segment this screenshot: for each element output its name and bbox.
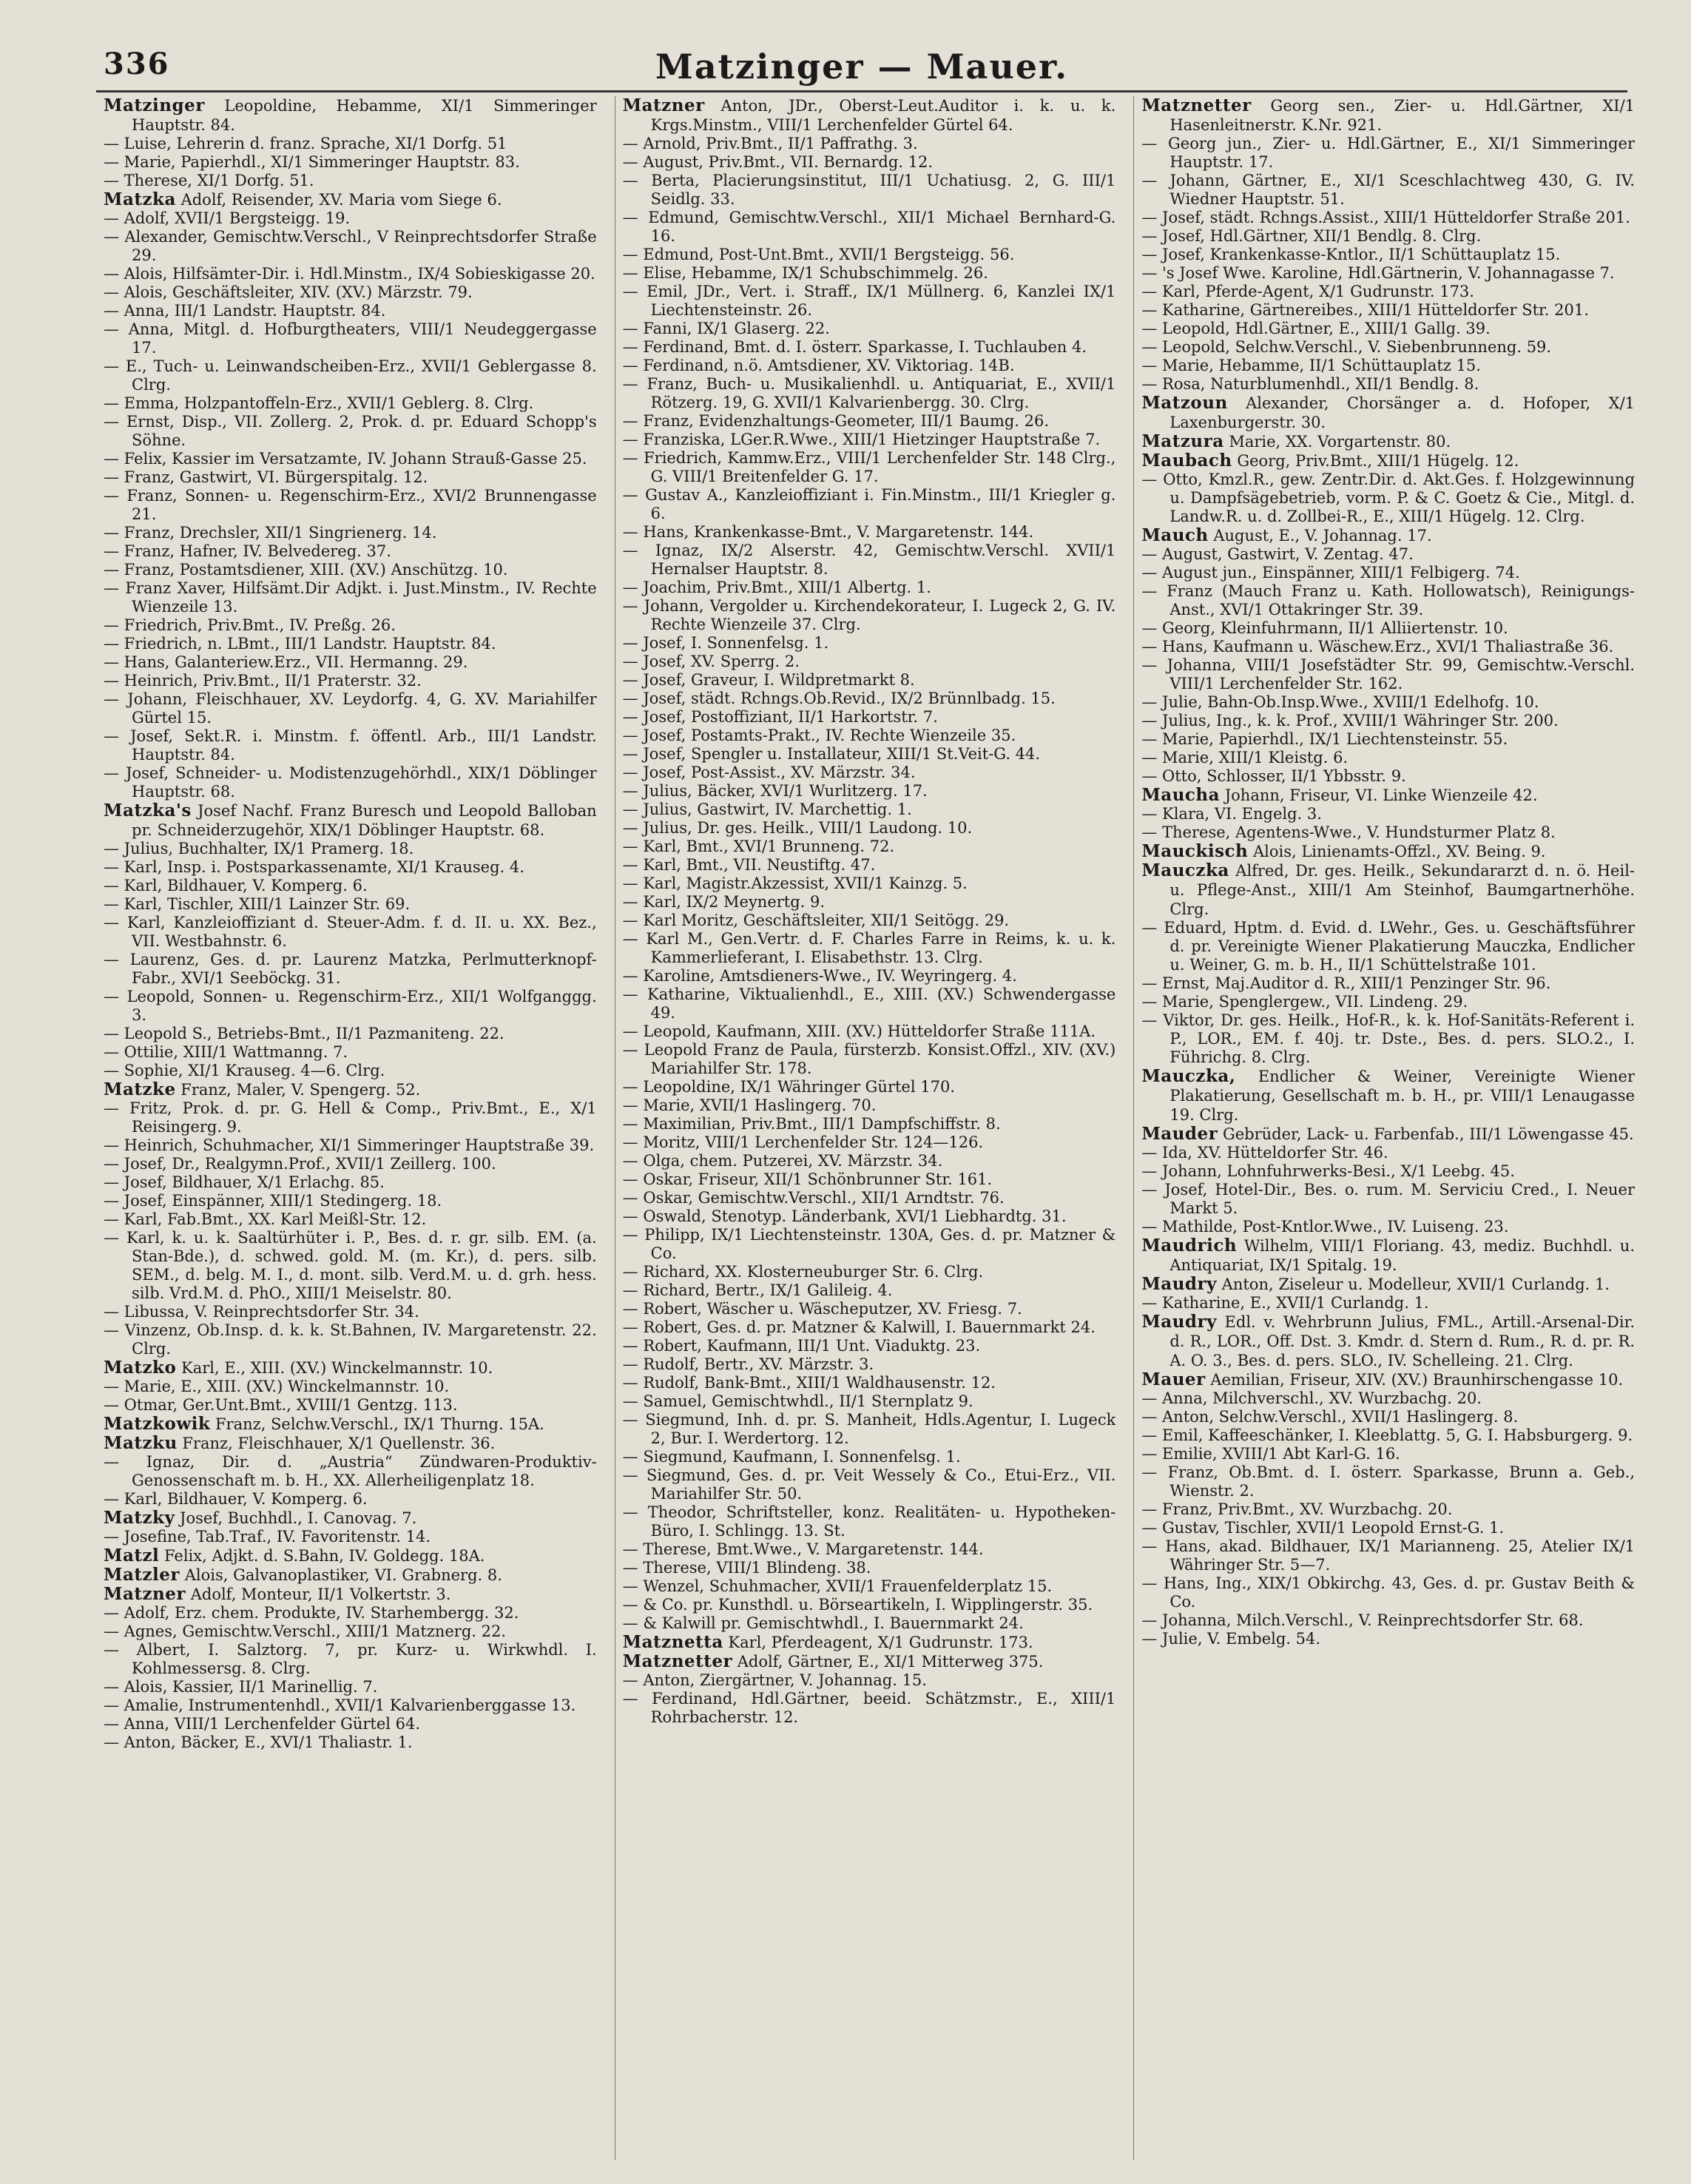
directory-entry: — Robert, Kaufmann, III/1 Unt. Viaduktg. 23. <box>622 1337 981 1355</box>
directory-entry: — Olga, chem. Putzerei, XV. Märzstr. 34. <box>622 1152 943 1170</box>
running-head: Matzinger — Mauer. <box>655 47 1069 87</box>
directory-entry: — Samuel, Gemischtwhdl., II/1 Sternplatz 9. <box>622 1392 973 1410</box>
directory-entry: — Julius, Buchhalter, IX/1 Pramerg. 18. <box>104 840 414 857</box>
directory-entry: — Karl, Kanzleioffiziant d. Steuer-Adm. f. d. II. u. XX. Bez., VII. Westbahnstr. 6. <box>104 914 597 950</box>
directory-entry: Mauczka, Endlicher & Weiner, Vereinigte Wiener Plakatierung, Gesellschaft m. b. H., pr. VIII/1 Lenaugasse 19. Clrg. <box>1141 1066 1636 1124</box>
directory-entry: — Franz, Gastwirt, VI. Bürgerspitalg. 12. <box>104 468 428 486</box>
directory-entry: — Karl, IX/2 Meynertg. 9. <box>622 893 826 911</box>
directory-entry: — Marie, Hebamme, II/1 Schüttauplatz 15. <box>1141 357 1481 374</box>
directory-entry: — Heinrich, Schuhmacher, XI/1 Simmeringer Hauptstraße 39. <box>104 1136 595 1154</box>
column-2 <box>615 96 1116 2160</box>
directory-entry: — Johann, Gärtner, E., XI/1 Sceschlachtweg 430, G. IV. Wiedner Hauptstr. 51. <box>1141 172 1636 208</box>
directory-entry: — Emil, Kaffeeschänker, I. Kleeblattg. 5, G. I. Habsburgerg. 9. <box>1141 1426 1633 1444</box>
directory-entry: — Karl, Insp. i. Postsparkassenamte, XI/1 Krauseg. 4. <box>104 858 524 876</box>
directory-entry: — Emil, JDr., Vert. i. Straff., IX/1 Müllnerg. 6, Kanzlei IX/1 Liechtensteinstr. 26. <box>622 283 1116 319</box>
directory-entry: — Leopold, Selchw.Verschl., V. Siebenbrunneng. 59. <box>1141 338 1552 356</box>
directory-entry: — Felix, Kassier im Versatzamte, IV. Johann Strauß-Gasse 25. <box>104 450 587 468</box>
directory-entry: — Katharine, Viktualienhdl., E., XIII. (XV.) Schwendergasse 49. <box>622 985 1116 1022</box>
directory-entry: — Karl M., Gen.Vertr. d. F. Charles Farre in Reims, k. u. k. Kammerlieferant, I. Elisabethstr. 13. Clrg. <box>622 930 1116 966</box>
directory-entry: — Josefine, Tab.Traf., IV. Favoritenstr. 14. <box>104 1528 431 1546</box>
directory-entry: — Josef, Hotel-Dir., Bes. o. rum. M. Serviciu Cred., I. Neuer Markt 5. <box>1141 1181 1636 1217</box>
directory-entry: Matzl Felix, Adjkt. d. S.Bahn, IV. Goldegg. 18A. <box>104 1546 485 1565</box>
directory-entry: — Hans, Galanteriew.Erz., VII. Hermanng. 29. <box>104 653 468 671</box>
column-3 <box>1133 96 1635 2160</box>
directory-entry: — August, Priv.Bmt., VII. Bernardg. 12. <box>622 153 934 171</box>
directory-entry: — Rudolf, Bank-Bmt., XIII/1 Waldhausenstr. 12. <box>622 1374 996 1392</box>
directory-entry: Matznetter Adolf, Gärtner, E., XI/1 Mitterweg 375. <box>622 1651 1044 1671</box>
directory-entry: — Karl, Bildhauer, V. Komperg. 6. <box>104 1490 368 1508</box>
directory-entry: — Oskar, Gemischtw.Verschl., XII/1 Arndtstr. 76. <box>622 1189 1005 1207</box>
directory-entry: — Josef, I. Sonnenfelsg. 1. <box>622 634 829 652</box>
directory-entry: Maubach Georg, Priv.Bmt., XIII/1 Hügelg. 12. <box>1141 451 1519 471</box>
directory-entry: Matzner Anton, JDr., Oberst-Leut.Auditor i. k. u. k. Krgs.Minstm., VIII/1 Lerchenfelder Gürtel 64. <box>622 96 1116 134</box>
directory-entry: Matzky Josef, Buchhdl., I. Canovag. 7. <box>104 1508 417 1528</box>
directory-entry: — Josef, städt. Rchngs.Ob.Revid., IX/2 Brünnlbadg. 15. <box>622 690 1056 707</box>
directory-entry: — Josef, Dr., Realgymn.Prof., XVII/1 Zeillerg. 100. <box>104 1155 496 1173</box>
directory-entry: — Ernst, Maj.Auditor d. R., XIII/1 Penzinger Str. 96. <box>1141 974 1551 992</box>
directory-entry: — Berta, Placierungsinstitut, III/1 Uchatiusg. 2, G. III/1 Seidlg. 33. <box>622 172 1116 208</box>
directory-entry: — Karl, Pferde-Agent, X/1 Gudrunstr. 173. <box>1141 283 1474 300</box>
directory-entry: — Friedrich, Kammw.Erz., VIII/1 Lerchenfelder Str. 148 Clrg., G. VIII/1 Breitenfelder G. 17. <box>622 449 1116 485</box>
directory-entry: — Anna, Mitgl. d. Hofburgtheaters, VIII/1 Neudeggergasse 17. <box>104 320 597 357</box>
directory-entry: — Marie, Papierhdl., IX/1 Liechtensteinstr. 55. <box>1141 730 1508 748</box>
directory-entry: — Julius, Ing., k. k. Prof., XVIII/1 Währinger Str. 200. <box>1141 712 1559 729</box>
directory-entry: — Philipp, IX/1 Liechtensteinstr. 130A, Ges. d. pr. Matzner & Co. <box>622 1226 1116 1262</box>
directory-entry: — 's Josef Wwe. Karoline, Hdl.Gärtnerin, V. Johannagasse 7. <box>1141 264 1615 282</box>
directory-entry: — Amalie, Instrumentenhdl., XVII/1 Kalvarienberggasse 13. <box>104 1696 576 1714</box>
directory-entry: — Anna, Milchverschl., XV. Wurzbachg. 20. <box>1141 1389 1482 1407</box>
directory-entry: — Georg jun., Zier- u. Hdl.Gärtner, E., XI/1 Simmeringer Hauptstr. 17. <box>1141 135 1636 171</box>
directory-entry: — Franziska, LGer.R.Wwe., XIII/1 Hietzinger Hauptstraße 7. <box>622 431 1101 448</box>
directory-entry: — Leopoldine, IX/1 Währinger Gürtel 170. <box>622 1078 956 1096</box>
directory-entry: — E., Tuch- u. Leinwandscheiben-Erz., XVII/1 Geblergasse 8. Clrg. <box>104 357 597 394</box>
directory-entry: — Ernst, Disp., VII. Zollerg. 2, Prok. d. pr. Eduard Schopp's Söhne. <box>104 413 597 449</box>
directory-entry: — Josef, Graveur, I. Wildpretmarkt 8. <box>622 671 915 689</box>
directory-entry: — Johanna, Milch.Verschl., V. Reinprechtsdorfer Str. 68. <box>1141 1611 1584 1629</box>
directory-entry: — Richard, Bertr., IX/1 Galileig. 4. <box>622 1281 893 1299</box>
directory-entry: — Josef, Hdl.Gärtner, XII/1 Bendlg. 8. Clrg. <box>1141 227 1482 245</box>
directory-entry: — Theodor, Schriftsteller, konz. Realitäten- u. Hypotheken-Büro, I. Schlingg. 13. St. <box>622 1503 1116 1540</box>
directory-entry: Matzku Franz, Fleischhauer, X/1 Quellenstr. 36. <box>104 1433 496 1453</box>
directory-entry: Matzner Adolf, Monteur, II/1 Volkertstr. 3. <box>104 1584 451 1604</box>
directory-entry: — Friedrich, n. LBmt., III/1 Landstr. Hauptstr. 84. <box>104 635 496 653</box>
directory-entry: — Otto, Schlosser, II/1 Ybbsstr. 9. <box>1141 767 1406 785</box>
directory-entry: — Siegmund, Kaufmann, I. Sonnenfelsg. 1. <box>622 1448 961 1466</box>
directory-entry: — Johann, Fleischhauer, XV. Leydorfg. 4, G. XV. Mariahilfer Gürtel 15. <box>104 690 597 727</box>
directory-entry: — Anton, Ziergärtner, V. Johannag. 15. <box>622 1671 927 1689</box>
directory-entry: — Alois, Hilfsämter-Dir. i. Hdl.Minstm., IX/4 Sobieskigasse 20. <box>104 265 595 283</box>
directory-entry: — Katharine, E., XVII/1 Curlandg. 1. <box>1141 1294 1429 1312</box>
column-1 <box>104 96 597 2160</box>
directory-entry: Mauckisch Alois, Linienamts-Offzl., XV. Being. 9. <box>1141 841 1546 861</box>
directory-entry: — Siegmund, Inh. d. pr. S. Manheit, Hdls.Agentur, I. Lugeck 2, Bur. I. Werdertorg. 12. <box>622 1411 1116 1447</box>
directory-entry: — Josef, Bildhauer, X/1 Erlachg. 85. <box>104 1173 385 1191</box>
directory-entry: — Marie, XIII/1 Kleistg. 6. <box>1141 749 1349 766</box>
directory-entry: — Julie, Bahn-Ob.Insp.Wwe., XVIII/1 Edelhofg. 10. <box>1141 693 1539 711</box>
directory-entry: — Alois, Geschäftsleiter, XIV. (XV.) Märzstr. 79. <box>104 283 473 301</box>
directory-entry: Maucha Johann, Friseur, VI. Linke Wienzeile 42. <box>1141 785 1538 805</box>
directory-entry: — Leopold Franz de Paula, fürsterzb. Konsist.Offzl., XIV. (XV.) Mariahilfer Str. 178. <box>622 1041 1116 1077</box>
directory-entry: — Gustav, Tischler, XVII/1 Leopold Ernst-G. 1. <box>1141 1519 1505 1537</box>
directory-entry: — Johanna, VIII/1 Josefstädter Str. 99, Gemischtw.-Verschl. VIII/1 Lerchenfelder Str. 162. <box>1141 656 1636 692</box>
directory-entry: — Franz, Sonnen- u. Regenschirm-Erz., XVI/2 Brunnengasse 21. <box>104 487 597 523</box>
directory-entry: — Ottilie, XIII/1 Wattmanng. 7. <box>104 1043 348 1061</box>
directory-entry: — Josef, städt. Rchngs.Assist., XIII/1 Hütteldorfer Straße 201. <box>1141 209 1630 226</box>
directory-entry: Mauch August, E., V. Johannag. 17. <box>1141 525 1432 545</box>
directory-entry: — Josef, Spengler u. Installateur, XIII/1 St.Veit-G. 44. <box>622 745 1041 763</box>
directory-entry: Matzura Marie, XX. Vorgartenstr. 80. <box>1141 431 1451 451</box>
directory-entry: — Friedrich, Priv.Bmt., IV. Preßg. 26. <box>104 616 396 634</box>
directory-entry: — Anton, Selchw.Verschl., XVII/1 Haslingerg. 8. <box>1141 1408 1519 1426</box>
directory-entry: — Libussa, V. Reinprechtsdorfer Str. 34. <box>104 1303 419 1321</box>
directory-entry: — Rudolf, Bertr., XV. Märzstr. 3. <box>622 1355 874 1373</box>
directory-entry: — Hans, Ing., XIX/1 Obkirchg. 43, Ges. d. pr. Gustav Beith & Co. <box>1141 1574 1636 1611</box>
directory-entry: — Karl, Tischler, XIII/1 Lainzer Str. 69. <box>104 895 411 913</box>
directory-entry: — Therese, VIII/1 Blindeng. 38. <box>622 1559 871 1577</box>
header-rule <box>96 90 1627 92</box>
directory-entry: — Sophie, XI/1 Krauseg. 4—6. Clrg. <box>104 1062 385 1079</box>
directory-entry: Matzkowik Franz, Selchw.Verschl., IX/1 Thurng. 15A. <box>104 1414 544 1434</box>
directory-entry: — Julius, Bäcker, XVI/1 Wurlitzerg. 17. <box>622 782 928 800</box>
directory-entry: — Josef, Post-Assist., XV. Märzstr. 34. <box>622 764 916 781</box>
directory-entry: Matzka Adolf, Reisender, XV. Maria vom Siege 6. <box>104 189 502 209</box>
directory-entry: Matzler Alois, Galvanoplastiker, VI. Grabnerg. 8. <box>104 1565 502 1585</box>
directory-entry: Maudry Anton, Ziseleur u. Modelleur, XVII/1 Curlandg. 1. <box>1141 1274 1610 1294</box>
directory-entry: — & Kalwill pr. Gemischtwhdl., I. Bauernmarkt 24. <box>622 1614 1024 1632</box>
directory-entry: — Viktor, Dr. ges. Heilk., Hof-R., k. k. Hof-Sanitäts-Referent i. P., LOR., EM. f. 40j. tr. Dste., Bes. d. pers. SLO.2., I. Führichg. 8. Clrg. <box>1141 1011 1636 1066</box>
directory-entry: — Fanni, IX/1 Glaserg. 22. <box>622 320 830 337</box>
directory-entry: — Elise, Hebamme, IX/1 Schubschimmelg. 26. <box>622 264 988 282</box>
page-number: 336 <box>104 47 170 81</box>
directory-entry: Matzka's Josef Nachf. Franz Buresch und Leopold Balloban pr. Schneiderzugehör, XIX/1 Döblinger Hauptstr. 68. <box>104 801 597 839</box>
directory-entry: Matznetta Karl, Pferdeagent, X/1 Gudrunstr. 173. <box>622 1632 1033 1652</box>
directory-entry: — Siegmund, Ges. d. pr. Veit Wessely & Co., Etui-Erz., VII. Mariahilfer Str. 50. <box>622 1466 1116 1503</box>
directory-entry: Matzinger Leopoldine, Hebamme, XI/1 Simmeringer Hauptstr. 84. <box>104 96 597 134</box>
directory-entry: — Josef, XV. Sperrg. 2. <box>622 653 800 670</box>
directory-entry: — Julius, Dr. ges. Heilk., VIII/1 Laudong. 10. <box>622 819 973 837</box>
directory-entry: Maudrich Wilhelm, VIII/1 Floriang. 43, mediz. Buchhdl. u. Antiquariat, IX/1 Spitalg. 19. <box>1141 1236 1636 1274</box>
directory-entry: — Edmund, Post-Unt.Bmt., XVII/1 Bergsteigg. 56. <box>622 246 1015 263</box>
directory-entry: — Therese, Agentens-Wwe., V. Hundsturmer Platz 8. <box>1141 823 1556 841</box>
directory-entry: — Josef, Einspänner, XIII/1 Stedingerg. 18. <box>104 1192 442 1210</box>
directory-entry: — Karl, Bildhauer, V. Komperg. 6. <box>104 877 368 894</box>
directory-entry: Mauder Gebrüder, Lack- u. Farbenfab., III/1 Löwengasse 45. <box>1141 1124 1634 1144</box>
directory-entry: — Johann, Vergolder u. Kirchendekorateur, I. Lugeck 2, G. IV. Rechte Wienzeile 37. Clrg. <box>622 597 1116 633</box>
directory-entry: — Marie, XVII/1 Haslingerg. 70. <box>622 1096 877 1114</box>
directory-entry: — Katharine, Gärtnereibes., XIII/1 Hütteldorfer Str. 201. <box>1141 301 1589 319</box>
directory-entry: — Ignaz, Dir. d. „Austria“ Zündwaren-Produktiv-Genossenschaft m. b. H., XX. Allerheiligenplatz 18. <box>104 1453 597 1489</box>
directory-entry: — Hans, Kaufmann u. Wäschew.Erz., XVI/1 Thaliastraße 36. <box>1141 638 1614 655</box>
directory-entry: Mauczka Alfred, Dr. ges. Heilk., Sekundararzt d. n. ö. Heil- u. Pflege-Anst., XIII/1 Am Steinhof, Baumgartnerhöhe. Clrg. <box>1141 860 1636 918</box>
directory-entry: — Karl Moritz, Geschäftsleiter, XII/1 Seitögg. 29. <box>622 911 1010 929</box>
directory-entry: — Josef, Schneider- u. Modistenzugehörhdl., XIX/1 Döblinger Hauptstr. 68. <box>104 764 597 801</box>
directory-entry: — Oskar, Friseur, XII/1 Schönbrunner Str. 161. <box>622 1170 993 1188</box>
directory-entry: — Rosa, Naturblumenhdl., XII/1 Bendlg. 8. <box>1141 375 1479 393</box>
directory-entry: — Robert, Ges. d. pr. Matzner & Kalwill, I. Bauernmarkt 24. <box>622 1318 1096 1336</box>
directory-entry: — Oswald, Stenotyp. Länderbank, XVI/1 Liebhardtg. 31. <box>622 1207 1067 1225</box>
directory-entry: — Marie, E., XIII. (XV.) Winckelmannstr. 10. <box>104 1378 450 1395</box>
directory-entry: — Karl, Bmt., VII. Neustiftg. 47. <box>622 856 876 874</box>
directory-entry: — Johann, Lohnfuhrwerks-Besi., X/1 Leebg. 45. <box>1141 1162 1515 1180</box>
directory-entry: — Luise, Lehrerin d. franz. Sprache, XI/1 Dorfg. 51 <box>104 135 507 152</box>
directory-entry: — Josef, Sekt.R. i. Minstm. f. öffentl. Arb., III/1 Landstr. Hauptstr. 84. <box>104 727 597 764</box>
directory-entry: — Emma, Holzpantoffeln-Erz., XVII/1 Geblerg. 8. Clrg. <box>104 394 534 412</box>
directory-entry: — Hans, akad. Bildhauer, IX/1 Marianneng. 25, Atelier IX/1 Währinger Str. 5—7. <box>1141 1537 1636 1574</box>
directory-entry: — Franz, Drechsler, XII/1 Singrienerg. 14. <box>104 524 437 542</box>
directory-entry: — Fritz, Prok. d. pr. G. Hell & Comp., Priv.Bmt., E., X/1 Reisingerg. 9. <box>104 1099 597 1136</box>
directory-entry: — Arnold, Priv.Bmt., II/1 Paffrathg. 3. <box>622 135 918 152</box>
directory-entry: — Joachim, Priv.Bmt., XIII/1 Albertg. 1. <box>622 579 931 596</box>
directory-entry: — Albert, I. Salztorg. 7, pr. Kurz- u. Wirkwhdl. I. Kohlmessersg. 8. Clrg. <box>104 1641 597 1677</box>
directory-entry: — August jun., Einspänner, XIII/1 Felbigerg. 74. <box>1141 564 1520 582</box>
directory-entry: — Franz, Priv.Bmt., XV. Wurzbachg. 20. <box>1141 1500 1453 1518</box>
directory-entry: — Wenzel, Schuhmacher, XVII/1 Frauenfelderplatz 15. <box>622 1577 1053 1595</box>
directory-entry: — Anton, Bäcker, E., XVI/1 Thaliastr. 1. <box>104 1733 413 1751</box>
directory-entry: — Julius, Gastwirt, IV. Marchettig. 1. <box>622 801 912 818</box>
directory-entry: — Ferdinand, n.ö. Amtsdiener, XV. Viktoriag. 14B. <box>622 357 1015 374</box>
directory-entry: — Franz (Mauch Franz u. Kath. Hollowatsch), Reinigungs-Anst., XVI/1 Ottakringer Str. 39. <box>1141 582 1636 619</box>
directory-entry: — Adolf, Erz. chem. Produkte, IV. Starhembergg. 32. <box>104 1604 519 1622</box>
page-header <box>96 41 1627 85</box>
directory-entry: — Anna, III/1 Landstr. Hauptstr. 84. <box>104 302 386 320</box>
directory-entry: — Robert, Wäscher u. Wäscheputzer, XV. Friesg. 7. <box>622 1300 1022 1318</box>
directory-entry: — Franz, Postamtsdiener, XIII. (XV.) Anschützg. 10. <box>104 561 508 579</box>
directory-entry: — August, Gastwirt, V. Zentag. 47. <box>1141 545 1414 563</box>
directory-entry: — Adolf, XVII/1 Bergsteigg. 19. <box>104 209 351 227</box>
directory-entry: — Therese, Bmt.Wwe., V. Margaretenstr. 144. <box>622 1540 984 1558</box>
directory-entry: — Otto, Kmzl.R., gew. Zentr.Dir. d. Akt.Ges. f. Holzgewinnung u. Dampfsägebetrieb, vorm. P. & C. Goetz & Cie., Mitgl. d. Landw.R. u. d. Zollbei-R., E., XIII/1 Hügelg. 12. Clrg. <box>1141 471 1636 525</box>
directory-entry: — Maximilian, Priv.Bmt., III/1 Dampfschiffstr. 8. <box>622 1115 1001 1133</box>
directory-entry: — Emilie, XVIII/1 Abt Karl-G. 16. <box>1141 1445 1400 1463</box>
directory-columns <box>104 96 1635 2160</box>
directory-entry: — Therese, XI/1 Dorfg. 51. <box>104 172 314 189</box>
directory-entry: — Ignaz, IX/2 Alserstr. 42, Gemischtw.Verschl. XVII/1 Hernalser Hauptstr. 8. <box>622 542 1116 578</box>
directory-entry: — Heinrich, Priv.Bmt., II/1 Praterstr. 32. <box>104 672 422 690</box>
directory-entry: — Josef, Krankenkasse-Kntlor., II/1 Schüttauplatz 15. <box>1141 246 1561 263</box>
directory-entry: — Eduard, Hptm. d. Evid. d. LWehr., Ges. u. Geschäftsführer d. pr. Vereinigte Wiener Plakatierung Mauczka, Endlicher u. Weiner, G. m. b. H., II/1 Schüttelstraße 101. <box>1141 919 1636 974</box>
directory-entry: — Richard, XX. Klosterneuburger Str. 6. Clrg. <box>622 1263 984 1281</box>
directory-entry: — Karl, Magistr.Akzessist, XVII/1 Kainzg. 5. <box>622 874 968 892</box>
directory-entry: — Ferdinand, Hdl.Gärtner, beeid. Schätzmstr., E., XIII/1 Rohrbacherstr. 12. <box>622 1690 1116 1726</box>
directory-entry: — & Co. pr. Kunsthdl. u. Börseartikeln, I. Wipplingerstr. 35. <box>622 1596 1093 1614</box>
directory-entry: — Franz Xaver, Hilfsämt.Dir Adjkt. i. Just.Minstm., IV. Rechte Wienzeile 13. <box>104 579 597 616</box>
directory-entry: — Laurenz, Ges. d. pr. Laurenz Matzka, Perlmutterknopf-Fabr., XVI/1 Seeböckg. 31. <box>104 951 597 987</box>
directory-entry: — Karoline, Amtsdieners-Wwe., IV. Weyringerg. 4. <box>622 967 1017 985</box>
directory-entry: — Hans, Krankenkasse-Bmt., V. Margaretenstr. 144. <box>622 523 1034 541</box>
directory-entry: — Alexander, Gemischtw.Verschl., V Reinprechtsdorfer Straße 29. <box>104 228 597 264</box>
directory-entry: — Anna, VIII/1 Lerchenfelder Gürtel 64. <box>104 1715 421 1733</box>
directory-entry: — Gustav A., Kanzleioffiziant i. Fin.Minstm., III/1 Kriegler g. 6. <box>622 486 1116 522</box>
directory-entry: — Julie, V. Embelg. 54. <box>1141 1630 1321 1648</box>
directory-entry: — Leopold, Sonnen- u. Regenschirm-Erz., XII/1 Wolfganggg. 3. <box>104 988 597 1024</box>
directory-entry: Matznetter Georg sen., Zier- u. Hdl.Gärtner, XI/1 Hasenleitnerstr. K.Nr. 921. <box>1141 96 1636 134</box>
directory-entry: — Leopold, Hdl.Gärtner, E., XIII/1 Gallg. 39. <box>1141 320 1491 337</box>
directory-entry: — Moritz, VIII/1 Lerchenfelder Str. 124—126. <box>622 1133 984 1151</box>
directory-entry: — Franz, Hafner, IV. Belvedereg. 37. <box>104 542 391 560</box>
directory-entry: — Otmar, Ger.Unt.Bmt., XVIII/1 Gentzg. 113. <box>104 1396 458 1414</box>
directory-entry: Matzko Karl, E., XIII. (XV.) Winckelmannstr. 10. <box>104 1358 493 1378</box>
directory-entry: — Mathilde, Post-Kntlor.Wwe., IV. Luiseng. 23. <box>1141 1218 1509 1236</box>
directory-entry: — Karl, Bmt., XVI/1 Brunneng. 72. <box>622 837 895 855</box>
directory-entry: — Franz, Buch- u. Musikalienhdl. u. Antiquariat, E., XVII/1 Rötzerg. 19, G. XVII/1 Kalvarienbergg. 30. Clrg. <box>622 375 1116 411</box>
directory-entry: — Edmund, Gemischtw.Verschl., XII/1 Michael Bernhard-G. 16. <box>622 209 1116 245</box>
directory-entry: — Karl, Fab.Bmt., XX. Karl Meißl-Str. 12. <box>104 1210 427 1228</box>
directory-entry: — Franz, Evidenzhaltungs-Geometer, III/1 Baumg. 26. <box>622 412 1050 430</box>
directory-entry: — Klara, VI. Engelg. 3. <box>1141 805 1322 823</box>
directory-entry: — Ida, XV. Hütteldorfer Str. 46. <box>1141 1144 1388 1162</box>
directory-entry: — Leopold, Kaufmann, XIII. (XV.) Hütteldorfer Straße 111A. <box>622 1022 1096 1040</box>
directory-entry: — Karl, k. u. k. Saaltürhüter i. P., Bes. d. r. gr. silb. EM. (a. Stan-Bde.), d. schwed. gold. M. (m. Kr.), d. pers. silb. SEM., d. belg. M. I., d. mont. silb. Verd.M. u. d. grh. hess. silb. Vrd.M. d. PhO., XIII/1 Meiselstr. 80. <box>104 1229 597 1302</box>
directory-entry: — Georg, Kleinfuhrmann, II/1 Alliiertenstr. 10. <box>1141 619 1508 637</box>
directory-entry: — Marie, Spenglergew., VII. Lindeng. 29. <box>1141 993 1468 1011</box>
directory-entry: Matzke Franz, Maler, V. Spengerg. 52. <box>104 1079 421 1099</box>
directory-entry: — Leopold S., Betriebs-Bmt., II/1 Pazmaniteng. 22. <box>104 1025 504 1042</box>
directory-entry: — Ferdinand, Bmt. d. I. österr. Sparkasse, I. Tuchlauben 4. <box>622 338 1087 356</box>
directory-entry: — Josef, Postoffiziant, II/1 Harkortstr. 7. <box>622 708 938 726</box>
directory-entry: — Josef, Postamts-Prakt., IV. Rechte Wienzeile 35. <box>622 727 1016 744</box>
directory-entry: Matzoun Alexander, Chorsänger a. d. Hofoper, X/1 Laxenburgerstr. 30. <box>1141 393 1636 431</box>
directory-entry: — Marie, Papierhdl., XI/1 Simmeringer Hauptstr. 83. <box>104 153 520 171</box>
directory-entry: — Alois, Kassier, II/1 Marinellig. 7. <box>104 1678 378 1696</box>
directory-entry: Maudry Edl. v. Wehrbrunn Julius, FML., Artill.-Arsenal-Dir. d. R., LOR., Off. Dst. 3. Kmdr. d. Stern d. Rum., R. d. pr. R. A. O. 3., Bes. d. pers. SLO., IV. Schelleing. 21. Clrg. <box>1141 1312 1636 1369</box>
directory-entry: — Agnes, Gemischtw.Verschl., XIII/1 Matznerg. 22. <box>104 1622 507 1640</box>
directory-entry: — Franz, Ob.Bmt. d. I. österr. Sparkasse, Brunn a. Geb., Wienstr. 2. <box>1141 1463 1636 1500</box>
directory-entry: Mauer Aemilian, Friseur, XIV. (XV.) Braunhirschengasse 10. <box>1141 1369 1624 1389</box>
directory-entry: — Vinzenz, Ob.Insp. d. k. k. St.Bahnen, IV. Margaretenstr. 22. Clrg. <box>104 1321 597 1358</box>
